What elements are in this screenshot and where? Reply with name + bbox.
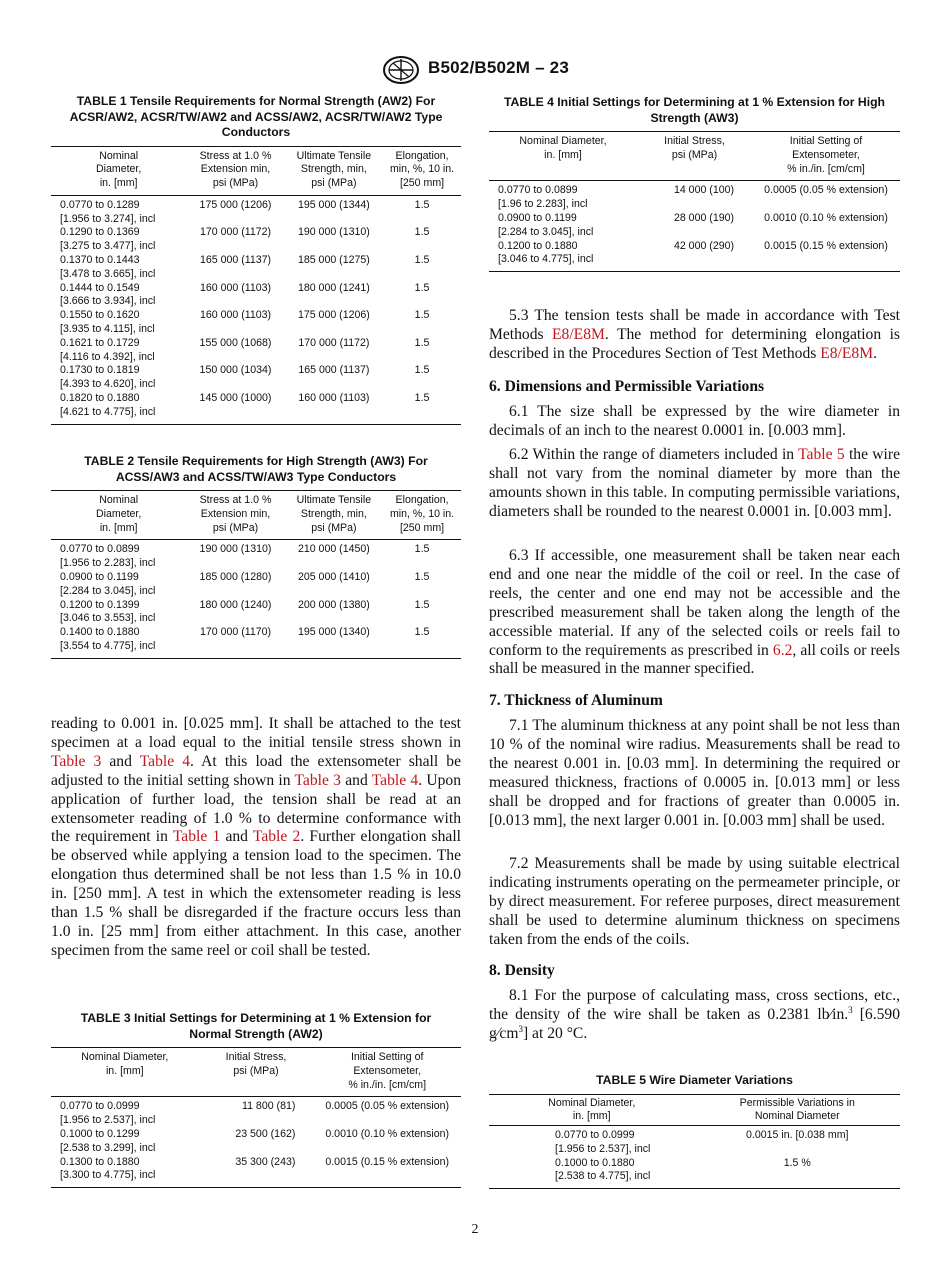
cell-value: 180 000 (1240) — [199, 598, 272, 611]
cell-stress — [186, 226, 284, 254]
header-line: Initial Setting of — [350, 1051, 424, 1063]
cell-ultimate — [285, 337, 383, 365]
cell-stress — [186, 392, 284, 424]
table-1-caption: TABLE 1 Tensile Requirements for Normal Strength (AW2) For ACSR/AW2, ACSR/TW/AW2 and ACSS/AW2, ACSR/TW/AW2 Type Conductors — [69, 94, 443, 139]
table-3-caption: TABLE 3 Initial Settings for Determining at 1 % Extension for Normal Strength (AW2) — [80, 1011, 432, 1041]
cell-value: 35 300 (243) — [235, 1155, 296, 1168]
header-line: Ultimate Tensile — [296, 149, 372, 162]
header-line: % in./in. [cm/cm] — [787, 162, 865, 175]
header-line: [250 mm] — [399, 521, 445, 534]
cell-stress — [637, 240, 752, 272]
cell-variation — [695, 1157, 901, 1189]
cell-value: 1.5 — [414, 626, 430, 639]
header-line: Stress at 1.0 % — [199, 494, 272, 506]
cell-diameter — [51, 226, 186, 254]
cell-value: 0.0015 (0.15 % extension) — [764, 239, 888, 252]
cell-value: 14 000 (100) — [673, 184, 735, 197]
diameter-line: [1.956 to 2.537], incl — [60, 1114, 156, 1127]
cell-value: 170 000 (1172) — [298, 336, 370, 349]
cell-value: 165 000 (1137) — [199, 254, 272, 267]
cell-stress — [199, 1128, 314, 1156]
column-header — [383, 146, 461, 195]
table-row — [51, 1097, 461, 1128]
header-line: Nominal — [99, 494, 139, 506]
cross-reference-link[interactable]: Table 1 — [172, 828, 221, 846]
header-line: Initial Stress, — [664, 135, 725, 147]
cell-value: 195 000 (1344) — [297, 198, 370, 211]
cross-reference-link[interactable]: 6.2 — [772, 641, 793, 659]
header-line: psi (MPa) — [311, 177, 357, 190]
table-row — [489, 181, 900, 212]
cell-ultimate — [285, 626, 383, 658]
cell-stress — [199, 1097, 314, 1128]
cell-value: 155 000 (1068) — [199, 336, 272, 349]
cell-value: 170 000 (1172) — [199, 226, 272, 239]
cell-elongation — [383, 571, 461, 599]
diameter-line: 0.1300 to 0.1880 — [60, 1155, 140, 1168]
paragraph-8-1 — [489, 987, 900, 1044]
cell-value: 11 800 (81) — [241, 1100, 296, 1113]
paragraph-extensometer-procedure — [51, 715, 461, 961]
cell-value: 190 000 (1310) — [199, 543, 272, 556]
column-header — [637, 132, 752, 181]
diameter-line: 0.1200 to 0.1399 — [60, 598, 140, 611]
cell-stress — [637, 181, 752, 212]
text-run: . At this load the extensometer shall be adjusted to the initial setting shown in — [51, 752, 461, 789]
table-row — [51, 626, 461, 658]
table-row — [51, 540, 461, 571]
cell-diameter — [489, 240, 637, 272]
text-run: reading to 0.001 in. [0.025 mm]. It shall be attached to the test specimen at a load equal to the initial tensile stress shown in — [51, 715, 461, 751]
cell-diameter — [51, 195, 186, 226]
diameter-line: 0.0770 to 0.0999 — [60, 1100, 140, 1113]
table-row — [51, 599, 461, 627]
cell-value: 205 000 (1410) — [297, 570, 370, 583]
diameter-line: [1.96 to 2.283], incl — [498, 198, 588, 211]
table-5 — [489, 1073, 900, 1189]
cell-value: 1.5 — [414, 309, 430, 322]
paragraph-6-3 — [489, 547, 900, 679]
diameter-line: 0.1400 to 0.1880 — [60, 626, 140, 639]
diameter-line: 0.1621 to 0.1729 — [60, 336, 140, 349]
cross-reference-link[interactable]: Table 3 — [51, 752, 102, 770]
diameter-line: 0.1370 to 0.1443 — [60, 254, 140, 267]
column-header — [51, 491, 186, 540]
header-line: Extensometer, — [353, 1064, 422, 1077]
table-row — [51, 1156, 461, 1188]
text-run: 6.2 Within the range of diameters included in — [509, 446, 799, 463]
column-header — [695, 1094, 901, 1126]
diameter-line: 0.0770 to 0.0899 — [498, 184, 578, 197]
cell-value: 175 000 (1206) — [199, 198, 272, 211]
text-run: ] at 20 °C. — [522, 1024, 588, 1042]
text-run: . The method for determining elongation is described in the Procedures Section of Test Methods — [489, 325, 900, 362]
cell-value: 160 000 (1103) — [199, 281, 272, 294]
cell-value: 185 000 (1275) — [297, 254, 370, 267]
header-line: in. [mm] — [105, 1064, 144, 1077]
diameter-line: [1.956 to 3.274], incl — [60, 212, 156, 225]
header-line: Diameter, — [95, 163, 142, 176]
cell-diameter — [51, 364, 186, 392]
paragraph-6-1: 6.1 The size shall be expressed by the wire diameter in decimals of an inch to the nearest 0.0001 in. [0.003 mm]. — [489, 403, 900, 439]
table-5-caption: TABLE 5 Wire Diameter Variations — [596, 1073, 793, 1087]
document-designation: B502/B502M – 23 — [428, 58, 569, 77]
text-run: 6.3 If accessible, one measurement shall be taken near each end and one near the middle of the coil or reel. In the case of reels, the center and one end may not be accessible and the prescribed measurement shall be taken along the length of the accessible material. If any of the selected coils or reels fail to conform to the requirements as prescribed in — [489, 547, 900, 659]
header-line: Nominal Diameter, — [548, 1096, 636, 1109]
cell-ultimate — [285, 599, 383, 627]
header-line: Nominal Diameter, — [81, 1051, 169, 1063]
cell-diameter — [489, 1157, 695, 1189]
cell-stress — [186, 254, 284, 282]
header-line: Nominal — [99, 149, 139, 162]
header-line: Elongation, — [395, 494, 449, 506]
table-row — [51, 226, 461, 254]
cell-value: 0.0015 in. [0.038 mm] — [746, 1129, 849, 1142]
cell-value: 160 000 (1103) — [298, 392, 370, 405]
cell-setting — [752, 181, 900, 212]
cell-value: 200 000 (1380) — [297, 598, 370, 611]
header-line: Ultimate Tensile — [296, 494, 372, 506]
header-line: Permissible Variations in — [739, 1096, 855, 1109]
header-line: Initial Stress, — [225, 1051, 287, 1063]
cell-diameter — [51, 540, 186, 571]
diameter-line: [4.116 to 4.392], incl — [60, 350, 155, 363]
column-header — [186, 146, 284, 195]
diameter-line: [2.284 to 3.045], incl — [498, 225, 594, 238]
header-line: Extension min, — [200, 163, 271, 176]
page-header — [0, 56, 950, 86]
cell-elongation — [383, 626, 461, 658]
cross-reference-link[interactable]: Table 4 — [371, 771, 419, 789]
table-row — [51, 254, 461, 282]
cell-value: 145 000 (1000) — [199, 392, 272, 405]
table-row — [51, 364, 461, 392]
cell-stress — [186, 364, 284, 392]
header-line: in. [mm] — [572, 1110, 611, 1123]
paragraph-7-2: 7.2 Measurements shall be made by using suitable electrical indicating instruments operating on the permeameter principle, or by direct measurement. For referee purposes, direct measurement shall be used to determine aluminum thickness on specimens taken from the ends of the coils. — [489, 855, 900, 948]
table-row — [489, 1157, 900, 1189]
cell-value: 1.5 — [414, 598, 430, 611]
diameter-line: 0.1000 to 0.1299 — [60, 1127, 140, 1140]
cross-reference-link[interactable]: Table 3 — [294, 771, 341, 789]
column-header — [186, 491, 284, 540]
header-line: Nominal Diameter — [754, 1110, 840, 1123]
text-run: . Upon application of further load, the tension shall be read at an extensometer reading of 1.0 % to determine conformance with the requirement in — [51, 771, 462, 846]
diameter-line: [1.956 to 2.283], incl — [60, 557, 156, 570]
diameter-line: [3.478 to 3.665], incl — [60, 267, 156, 280]
text-run: the wire shall not vary from the nominal diameter by more than the amounts shown in this table. In computing permissible variations, diameters shall be rounded to the nearest 0.0001 in. [0.003 mm]. — [489, 446, 900, 520]
diameter-line: 0.1290 to 0.1369 — [60, 226, 140, 239]
cell-setting — [752, 240, 900, 272]
table-row — [51, 392, 461, 424]
cell-diameter — [51, 626, 186, 658]
text-run: and — [220, 828, 253, 846]
cell-elongation — [383, 309, 461, 337]
header-line: psi (MPa) — [311, 521, 357, 534]
cell-diameter — [489, 212, 637, 240]
cell-diameter — [51, 254, 186, 282]
table-row — [51, 337, 461, 365]
diameter-line: 0.0770 to 0.1289 — [60, 198, 140, 211]
header-line: Extensometer, — [792, 148, 860, 161]
cell-value: 1.5 — [414, 543, 430, 556]
cell-ultimate — [285, 364, 383, 392]
cell-stress — [186, 599, 284, 627]
cell-stress — [186, 626, 284, 658]
cell-value: 1.5 — [414, 364, 430, 377]
cell-value: 1.5 — [414, 198, 430, 211]
cell-value: 1.5 — [414, 281, 430, 294]
column-header — [313, 1048, 461, 1097]
paragraph-5-3 — [489, 307, 900, 364]
section-7-heading: 7. Thickness of Aluminum — [489, 692, 663, 709]
column-header — [752, 132, 900, 181]
cell-elongation — [383, 337, 461, 365]
header-line: in. [mm] — [544, 148, 582, 161]
cell-stress — [186, 282, 284, 310]
cell-value: 1.5 — [414, 226, 430, 239]
column-header — [383, 491, 461, 540]
cell-value: 210 000 (1450) — [297, 543, 370, 556]
text-run: 8.1 For the purpose of calculating mass, cross sections, etc., the density of the wire shall be taken as 0.2381 lb⁄in. — [489, 987, 900, 1023]
header-line: psi (MPa) — [212, 177, 259, 190]
diameter-line: [3.046 to 3.553], incl — [60, 612, 156, 625]
cell-diameter — [51, 392, 186, 424]
header-line: % in./in. [cm/cm] — [348, 1078, 427, 1091]
cell-stress — [186, 540, 284, 571]
diameter-line: [4.621 to 4.775], incl — [60, 405, 156, 418]
table-row — [51, 1128, 461, 1156]
cell-value: 150 000 (1034) — [199, 364, 272, 377]
table-4-caption: TABLE 4 Initial Settings for Determining at 1 % Extension for High Strength (AW3) — [503, 95, 885, 125]
text-run: , all coils or reels shall be measured in the manner specified. — [489, 641, 900, 678]
cell-diameter — [51, 571, 186, 599]
cell-ultimate — [285, 195, 383, 226]
cell-value: 175 000 (1206) — [297, 309, 370, 322]
header-line: min, %, 10 in. — [389, 163, 455, 176]
cell-diameter — [51, 1128, 199, 1156]
cell-setting — [313, 1156, 461, 1188]
column-header — [51, 1048, 199, 1097]
cell-value: 170 000 (1170) — [199, 626, 272, 639]
diameter-line: [2.538 to 4.775], incl — [555, 1170, 651, 1183]
cell-stress — [637, 212, 752, 240]
diameter-line: 0.0900 to 0.1199 — [498, 211, 577, 224]
header-line: psi (MPa) — [671, 148, 718, 161]
cell-elongation — [383, 540, 461, 571]
diameter-line: 0.1000 to 0.1880 — [555, 1156, 635, 1169]
column-header — [51, 146, 186, 195]
diameter-line: [3.046 to 4.775], incl — [498, 253, 594, 266]
cell-value: 1.5 — [414, 336, 430, 349]
cell-setting — [313, 1097, 461, 1128]
diameter-line: [3.275 to 3.477], incl — [60, 240, 156, 253]
cell-diameter — [51, 1097, 199, 1128]
diameter-line: 0.1820 to 0.1880 — [60, 392, 140, 405]
text-run: [6.590 g⁄cm — [489, 1005, 900, 1042]
cell-elongation — [383, 254, 461, 282]
cell-value: 165 000 (1137) — [298, 364, 370, 377]
header-line: Elongation, — [395, 149, 449, 162]
cell-value: 160 000 (1103) — [199, 309, 272, 322]
table-2-grid — [51, 490, 461, 659]
cell-value: 190 000 (1310) — [297, 226, 370, 239]
table-row — [51, 195, 461, 226]
cell-value: 180 000 (1241) — [297, 281, 370, 294]
header-line: [250 mm] — [399, 177, 445, 190]
cell-value: 0.0005 (0.05 % extension) — [325, 1100, 450, 1113]
cell-value: 0.0010 (0.10 % extension) — [764, 211, 888, 224]
cell-variation — [695, 1126, 901, 1157]
diameter-line: [2.284 to 3.045], incl — [60, 584, 156, 597]
cell-elongation — [383, 282, 461, 310]
cell-diameter — [51, 599, 186, 627]
table-1-grid — [51, 146, 461, 425]
header-line: in. [mm] — [99, 177, 138, 190]
table-row — [51, 309, 461, 337]
cross-reference-link[interactable]: Table 5 — [798, 446, 845, 463]
diameter-line: 0.0770 to 0.0999 — [555, 1129, 635, 1142]
header-line: Strength, min, — [300, 507, 367, 520]
diameter-line: 0.0900 to 0.1199 — [60, 570, 139, 583]
cell-ultimate — [285, 571, 383, 599]
cell-stress — [186, 337, 284, 365]
header-line: Stress at 1.0 % — [199, 149, 272, 162]
cell-value: 0.0005 (0.05 % extension) — [764, 184, 888, 197]
cell-elongation — [383, 226, 461, 254]
cell-ultimate — [285, 540, 383, 571]
cell-value: 1.5 — [414, 254, 430, 267]
table-row — [51, 571, 461, 599]
cell-stress — [186, 571, 284, 599]
table-row — [489, 212, 900, 240]
column-header — [199, 1048, 314, 1097]
column-header — [285, 146, 383, 195]
diameter-line: 0.1550 to 0.1620 — [60, 309, 140, 322]
cell-stress — [186, 195, 284, 226]
cell-ultimate — [285, 309, 383, 337]
text-run: 5.3 The tension tests shall be made in accordance with Test Methods — [489, 307, 900, 343]
page-number: 2 — [471, 1222, 479, 1237]
cross-reference-link[interactable]: E8/E8M — [552, 325, 605, 343]
cell-setting — [313, 1128, 461, 1156]
header-line: Extension min, — [200, 507, 271, 520]
diameter-line: 0.1730 to 0.1819 — [60, 364, 140, 377]
diameter-line: [3.935 to 4.115], incl — [60, 323, 155, 336]
cell-value: 1.5 — [414, 570, 430, 583]
cross-reference-link[interactable]: Table 2 — [252, 828, 301, 846]
cell-value: 195 000 (1340) — [297, 626, 370, 639]
diameter-line: 0.0770 to 0.0899 — [60, 543, 140, 556]
table-5-grid — [489, 1094, 900, 1190]
table-2 — [51, 454, 461, 659]
cell-diameter — [489, 1126, 695, 1157]
cell-stress — [186, 309, 284, 337]
cell-ultimate — [285, 282, 383, 310]
diameter-line: [3.666 to 3.934], incl — [60, 295, 156, 308]
text-run: . Further elongation shall be observed while applying a tension load to the specimen. The elongation thus determined shall be not less than 1.5 % in 10.0 in. [250 mm]. A test in which the extensometer reading is less than 1.5 % shall be disregarded if the fracture occurs less than 1.0 in. [25 mm] from either attachment. In this case, another specimen from the same reel or coil shall be tested. — [51, 828, 462, 959]
diameter-line: [2.538 to 3.299], incl — [60, 1141, 156, 1154]
paragraph-6-2 — [489, 446, 900, 522]
table-1 — [51, 94, 461, 425]
cross-reference-link[interactable]: Table 4 — [139, 752, 191, 770]
diameter-line: 0.1444 to 0.1549 — [60, 281, 140, 294]
cell-value: 0.0010 (0.10 % extension) — [325, 1127, 450, 1140]
cell-diameter — [51, 1156, 199, 1188]
header-line: Nominal Diameter, — [519, 135, 607, 147]
cell-ultimate — [285, 254, 383, 282]
column-header — [285, 491, 383, 540]
text-run: . — [873, 344, 877, 362]
cell-diameter — [51, 309, 186, 337]
header-line: min, %, 10 in. — [389, 507, 455, 520]
text-run: and — [101, 752, 140, 770]
cell-elongation — [383, 364, 461, 392]
header-line: in. [mm] — [99, 521, 138, 534]
header-line: Diameter, — [95, 507, 142, 520]
table-row — [489, 1126, 900, 1157]
cell-value: 42 000 (290) — [673, 239, 735, 252]
cell-value: 28 000 (190) — [673, 211, 735, 224]
header-line: psi (MPa) — [212, 521, 259, 534]
table-2-caption: TABLE 2 Tensile Requirements for High Strength (AW3) For ACSS/AW3 and ACSS/TW/AW3 Type Conductors — [84, 454, 428, 484]
column-header — [489, 132, 637, 181]
diameter-line: [3.300 to 4.775], incl — [60, 1169, 156, 1182]
superscript: 3 — [848, 1004, 853, 1015]
table-3 — [51, 1011, 461, 1188]
table-row — [489, 240, 900, 272]
diameter-line: [3.554 to 4.775], incl — [60, 639, 156, 652]
astm-logo-icon — [382, 56, 420, 84]
diameter-line: [1.956 to 2.537], incl — [555, 1142, 651, 1155]
superscript: 3 — [518, 1023, 523, 1034]
table-4-grid — [489, 131, 900, 272]
cell-value: 0.0015 (0.15 % extension) — [325, 1155, 450, 1168]
cell-stress — [199, 1156, 314, 1188]
cell-diameter — [489, 181, 637, 212]
column-header — [489, 1094, 695, 1126]
cell-diameter — [51, 282, 186, 310]
table-4 — [489, 95, 900, 272]
cell-ultimate — [285, 226, 383, 254]
diameter-line: 0.1200 to 0.1880 — [498, 239, 578, 252]
cell-ultimate — [285, 392, 383, 424]
diameter-line: [4.393 to 4.620], incl — [60, 378, 156, 391]
cell-diameter — [51, 337, 186, 365]
section-6-heading: 6. Dimensions and Permissible Variations — [489, 378, 765, 395]
cell-elongation — [383, 599, 461, 627]
cell-elongation — [383, 392, 461, 424]
table-3-grid — [51, 1047, 461, 1188]
text-run: and — [340, 771, 372, 789]
cell-elongation — [383, 195, 461, 226]
section-8-heading: 8. Density — [489, 962, 555, 979]
header-line: psi (MPa) — [233, 1064, 279, 1077]
header-line: Strength, min, — [300, 163, 367, 176]
cell-value: 1.5 — [414, 392, 430, 405]
header-line: Initial Setting of — [789, 135, 863, 147]
paragraph-7-1: 7.1 The aluminum thickness at any point shall be not less than 10 % of the nominal wire radius. Measurements shall be read to the nearest 0.001 in. [0.03 mm]. In determining the required or measured thickness, fractions of 0.0005 in. [0.013 mm] or less shall be dropped and for fractions of greater than 0.0005 in. [0.013 mm], the next larger 0.001 in. [0.003 mm] shall be used. — [489, 717, 900, 829]
cell-value: 23 500 (162) — [235, 1127, 296, 1140]
cell-value: 1.5 % — [783, 1156, 811, 1169]
cross-reference-link[interactable]: E8/E8M — [820, 344, 874, 362]
cell-setting — [752, 212, 900, 240]
cell-value: 185 000 (1280) — [199, 570, 272, 583]
table-row — [51, 282, 461, 310]
